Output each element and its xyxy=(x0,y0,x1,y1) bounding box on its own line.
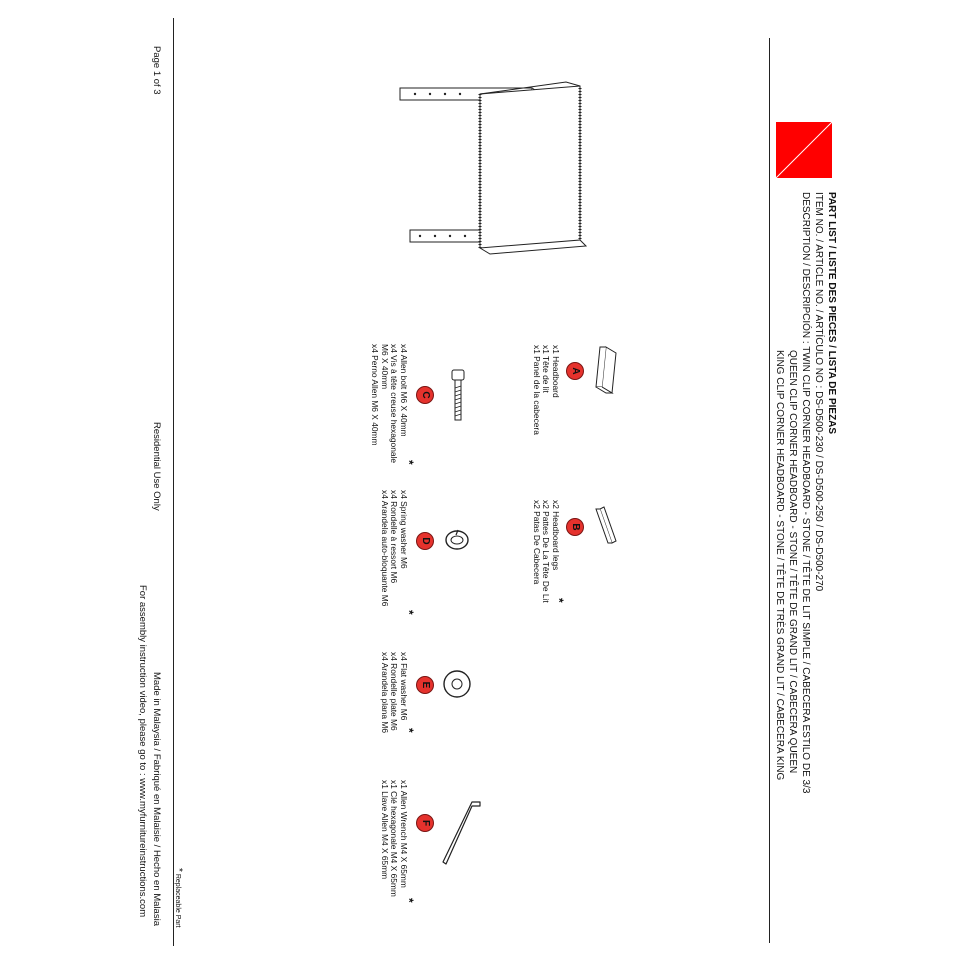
part-f-line-3: x1 Llave Allen M4 X 65mm xyxy=(379,780,390,880)
part-e-line-3: x4 Arandela plana M6 xyxy=(379,652,390,734)
replaceable-legend xyxy=(173,868,184,928)
part-b-label xyxy=(531,500,560,603)
part-d-line-1: x4 Spring washer M6 xyxy=(399,490,409,569)
item-number: ITEM NO. / ARTICLE NO. / ARTÍCULO NO : DS-D500-230 / DS-D500-250 / DS-D500-270 xyxy=(813,192,824,592)
part-d-replaceable-mark: * xyxy=(402,610,416,615)
description-queen: QUEEN CLIP CORNER HEADBOARD - STONE / TÊTE DE GRAND LIT / CABECERA QUEEN xyxy=(787,350,798,774)
top-rule xyxy=(769,38,770,943)
headboard-panel-icon xyxy=(590,345,620,395)
part-d-label xyxy=(379,490,408,606)
allen-bolt-icon xyxy=(446,368,470,422)
part-list-title: PART LIST / LISTE DES PIECES / LISTA DE PIEZAS xyxy=(826,192,837,435)
part-a-line-1: x1 Headboard xyxy=(551,345,561,398)
part-c-line-2: x4 Vis à tête creuse hexagonale xyxy=(389,344,400,464)
part-c-line-1: x4 Allen bolt M6 X 40mm xyxy=(399,344,409,437)
part-b-line-2: x2 Pattes De La Tête De Lit xyxy=(541,500,552,603)
part-e-line-1: x4 Flat washer M6 xyxy=(399,652,409,721)
part-a-badge: A xyxy=(566,362,584,380)
headboard-leg-icon xyxy=(594,505,618,545)
part-c-line-3: M6 X 40mm xyxy=(379,344,390,390)
assembly-video-note: For assembly instruction video, please go to : www.myfurnitureinstructions.com xyxy=(137,585,148,918)
part-c-badge: C xyxy=(416,386,434,404)
part-d-line-2: x4 Rondelle à ressort M6 xyxy=(389,490,400,584)
headboard-illustration xyxy=(390,80,590,270)
part-e-replaceable-mark: * xyxy=(402,728,416,733)
part-e-badge: E xyxy=(416,676,434,694)
bottom-rule xyxy=(173,18,174,946)
part-b-replaceable-mark: * xyxy=(552,598,566,603)
flat-washer-icon xyxy=(442,668,472,700)
part-f-badge: F xyxy=(416,814,434,832)
part-f-label xyxy=(379,780,408,897)
part-a-line-3: x1 Panel de la cabecera xyxy=(531,345,542,435)
part-b-line-3: x2 Patas De Cabecera xyxy=(531,500,542,585)
replaceable-legend-mark: * xyxy=(173,868,184,872)
residential-use-note: Residential Use Only xyxy=(151,422,162,511)
part-e-line-2: x4 Rondelle plate M6 xyxy=(389,652,400,731)
part-c-line-4: x4 Perno Allen M6 X 40mm xyxy=(370,344,381,446)
part-c-label xyxy=(370,344,408,463)
description-king: KING CLIP CORNER HEADBOARD - STONE / TÊTE DE TRÈS GRAND LIT / CABECERA KING xyxy=(774,350,785,781)
allen-wrench-icon xyxy=(442,798,482,868)
part-a-line-2: x1 Tête de lit xyxy=(541,345,552,393)
part-f-line-1: x1 Allen Wrench M4 X 65mm xyxy=(399,780,409,888)
replaceable-legend-text: Replaceable Part xyxy=(174,873,181,928)
page-number: Page 1 of 3 xyxy=(151,46,162,95)
part-f-replaceable-mark: * xyxy=(402,898,416,903)
part-c-replaceable-mark: * xyxy=(402,460,416,465)
spring-washer-icon xyxy=(444,526,470,554)
part-d-line-3: x4 Arandela auto-bloquante M6 xyxy=(379,490,390,607)
brand-logo-icon xyxy=(776,122,832,178)
part-b-line-1: x2 Headboard legs xyxy=(551,500,561,571)
part-f-line-2: x1 Clé hexagonale M4 X 65mm xyxy=(389,780,400,897)
part-a-label xyxy=(531,345,560,435)
description-twin: DESCRIPTION / DESCRIPCIÓN : TWIN CLIP CORNER HEADBOARD - STONE / TÊTE DE LIT SIMPLE / CABECERA ESTILO DE 3/3 xyxy=(800,192,811,794)
part-d-badge: D xyxy=(416,532,434,550)
header-block xyxy=(773,192,838,793)
part-b-badge: B xyxy=(566,518,584,536)
part-e-label xyxy=(379,652,408,733)
made-in-note: Made in Malaysia / Fabriqué en Malaisie / Hecho en Malasia xyxy=(151,672,162,926)
